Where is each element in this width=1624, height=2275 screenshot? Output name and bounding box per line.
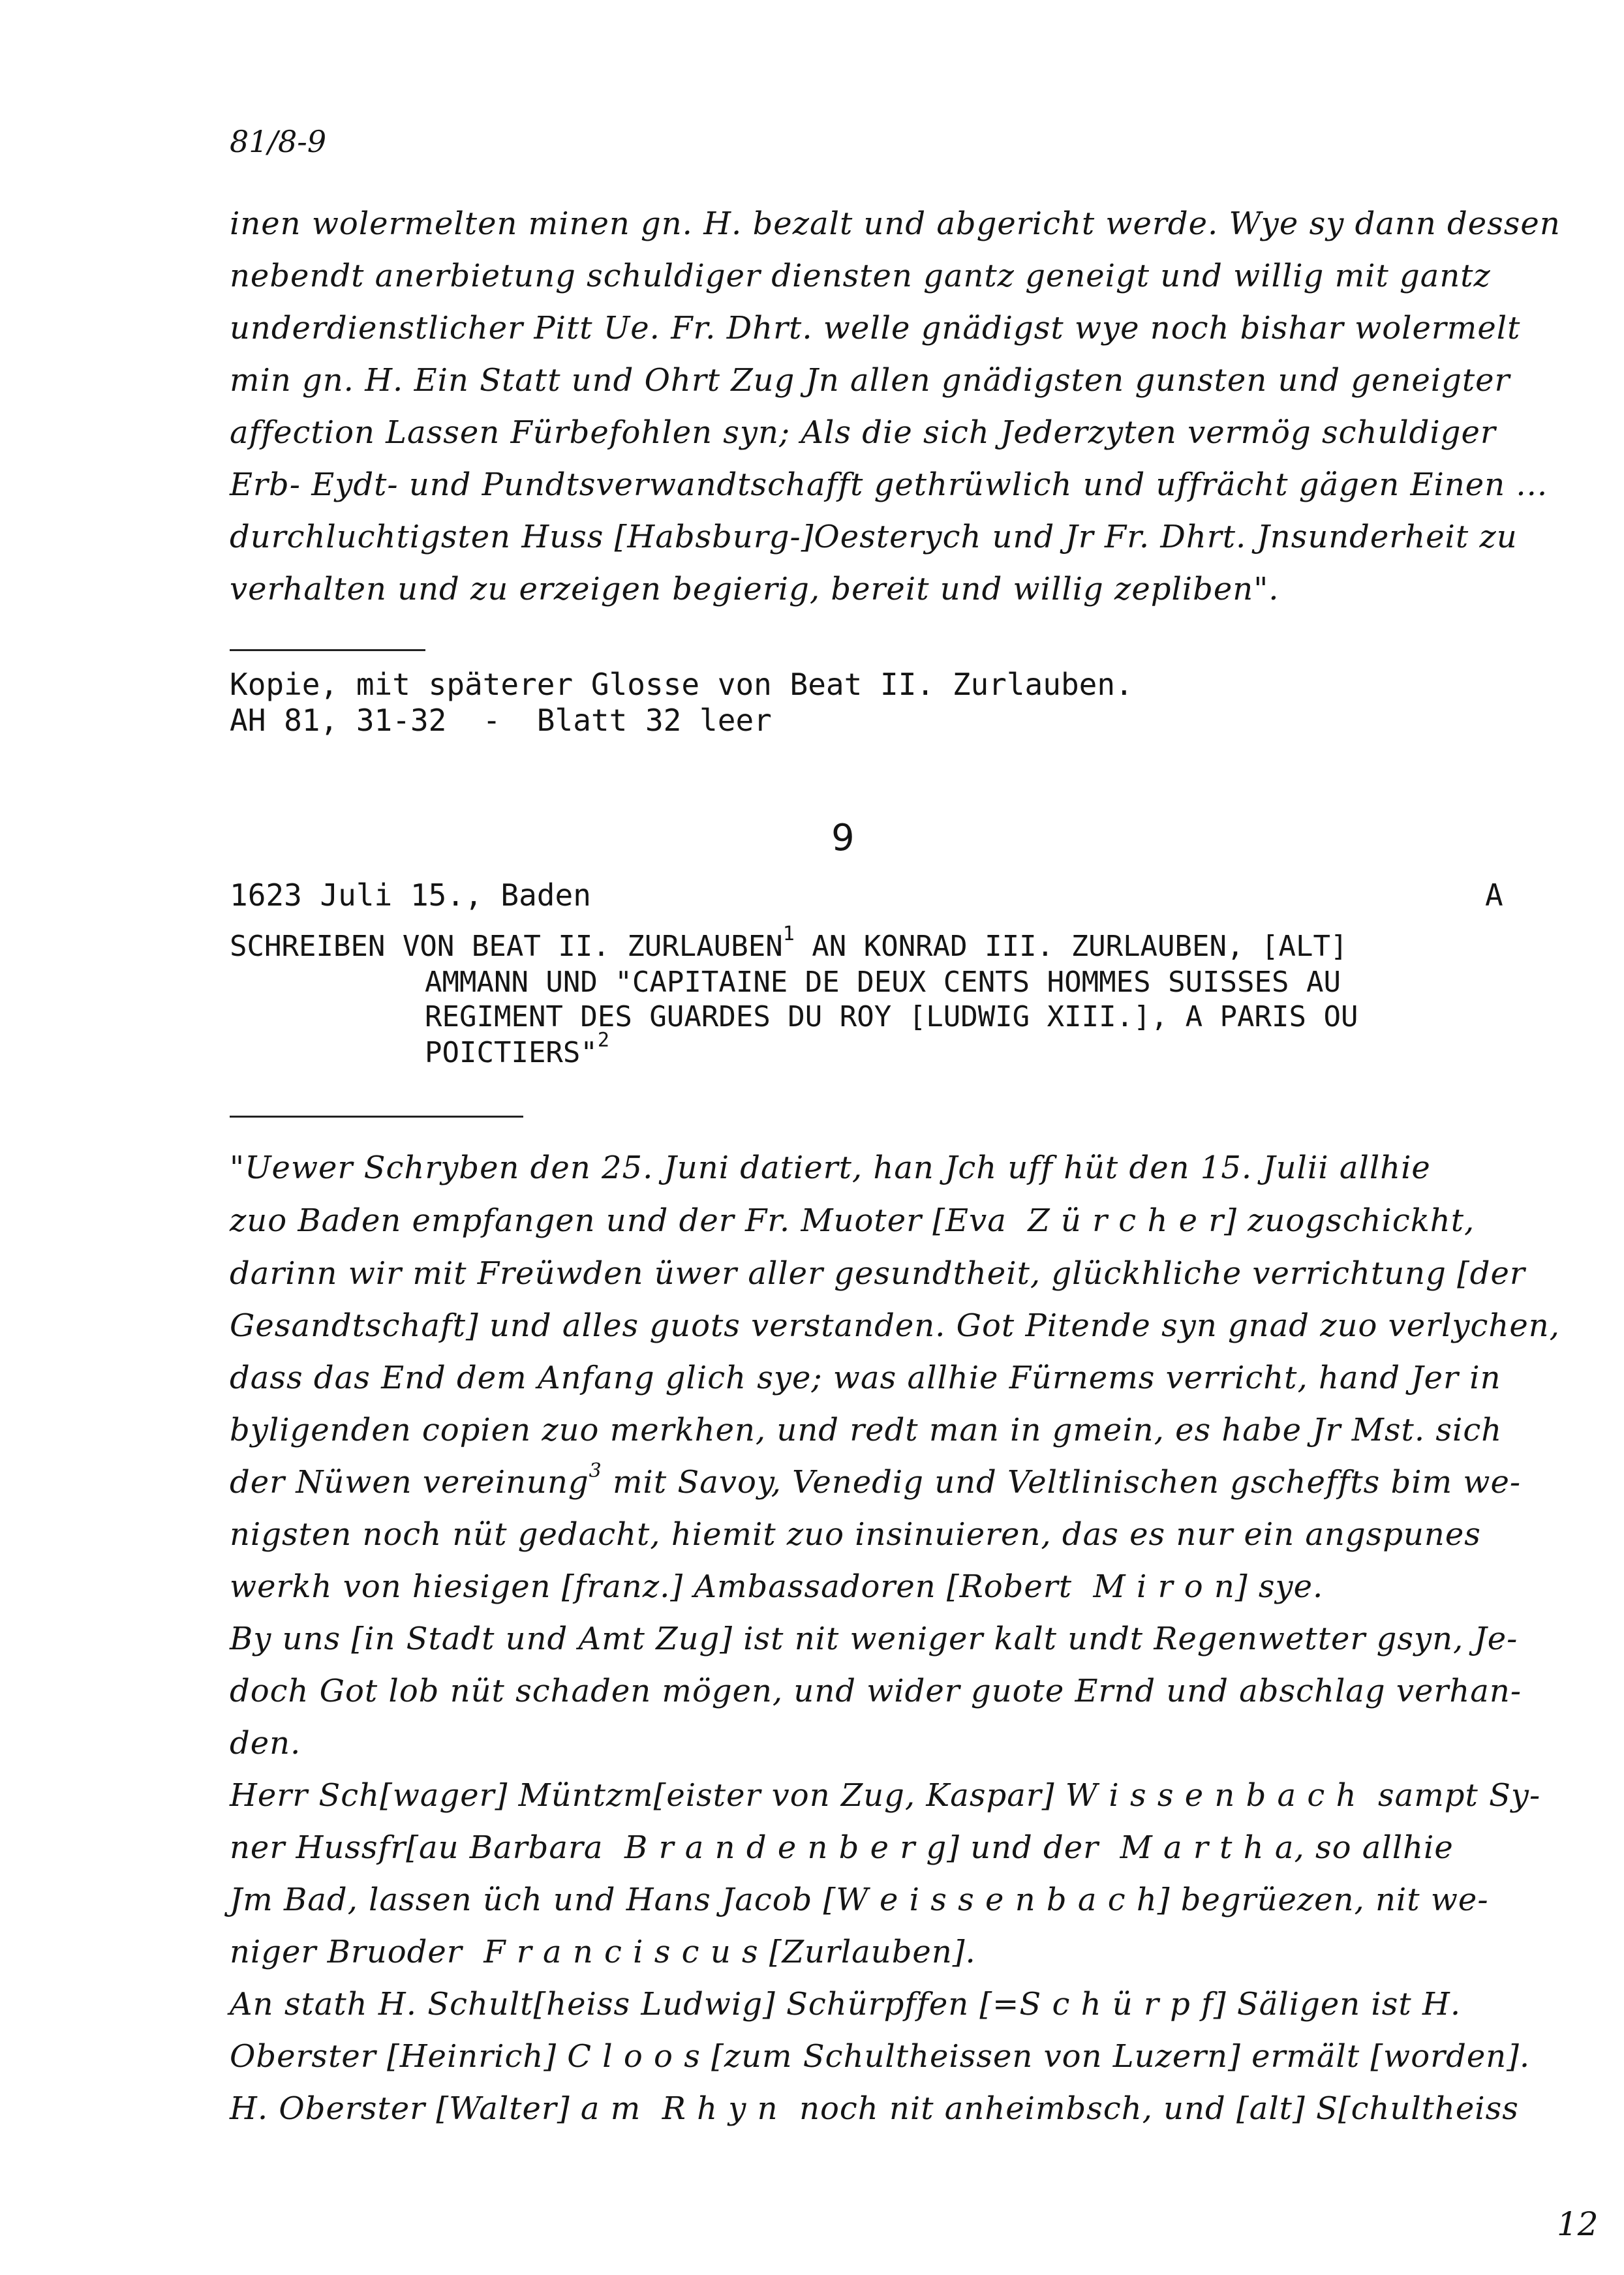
quote-line: affection Lassen Fürbefohlen syn; Als die sich Jederzyten vermög schuldiger (230, 414, 1496, 451)
document-number: 9 (831, 817, 855, 859)
heading-text: POICTIERS" (425, 1036, 598, 1069)
separator-rule (230, 649, 425, 651)
document-date-place: 1623 Juli 15., Baden (230, 878, 591, 913)
body-line: Oberster [Heinrich] C l o o s [zum Schultheissen von Luzern] ermält [worden]. (230, 2038, 1531, 2075)
document-type-marker: A (1485, 878, 1503, 913)
body-line: dass das End dem Anfang glich sye; was allhie Fürnems verricht, hand Jer in (230, 1360, 1501, 1396)
body-line: doch Got lob nüt schaden mögen, und wider guote Ernd und abschlag verhan- (230, 1673, 1522, 1709)
body-line: zuo Baden empfangen und der Fr. Muoter [Eva Z ü r c h e r] zuogschickht, (230, 1202, 1475, 1239)
body-line: werkh von hiesigen [franz.] Ambassadoren [Robert M i r o n] sye. (230, 1568, 1324, 1605)
heading-line (230, 923, 1348, 963)
quote-line: min gn. H. Ein Statt und Ohrt Zug Jn allen gnädigsten gunsten und geneigter (230, 362, 1510, 399)
heading-line: AMMANN UND "CAPITAINE DE DEUX CENTS HOMMES SUISSES AU (425, 966, 1341, 999)
body-line: H. Oberster [Walter] a m R h y n noch nit anheimbsch, und [alt] S[chultheiss (230, 2090, 1519, 2127)
footnote-marker: 3 (589, 1459, 602, 1482)
handwritten-page-mark: 12 (1557, 2205, 1599, 2243)
quote-line: verhalten und zu erzeigen begierig, bereit und willig zepliben". (230, 571, 1279, 607)
body-text: der Nüwen vereinung (230, 1464, 589, 1501)
body-line: ner Hussfr[au Barbara B r a n d e n b e r g] und der M a r t h a, so allhie (230, 1829, 1454, 1866)
body-line: den. (230, 1725, 301, 1762)
quote-line: inen wolermelten minen gn. H. bezalt und abgericht werde. Wye sy dann dessen (230, 206, 1561, 242)
quote-line: durchluchtigsten Huss [Habsburg-]Oesterych und Jr Fr. Dhrt. Jnsunderheit zu (230, 519, 1518, 555)
quote-line: nebendt anerbietung schuldiger diensten gantz geneigt und willig mit gantz (230, 258, 1491, 294)
body-line (230, 1459, 1522, 1501)
body-line: Herr Sch[wager] Müntzm[eister von Zug, Kaspar] W i s s e n b a c h sampt Sy- (230, 1777, 1541, 1814)
heading-text: AN KONRAD III. ZURLAUBEN, [ALT] (794, 930, 1348, 963)
quote-line: underdienstlicher Pitt Ue. Fr. Dhrt. welle gnädigst wye noch bishar wolermelt (230, 310, 1521, 346)
footnote-marker: 1 (782, 923, 795, 945)
heading-line (425, 1029, 609, 1069)
body-line: "Uewer Schryben den 25. Juni datiert, han Jch uff hüt den 15. Julii allhie (230, 1150, 1431, 1186)
body-line: An stath H. Schult[heiss Ludwig] Schürpffen [=S c h ü r p f] Säligen ist H. (230, 1986, 1462, 2023)
note-line: AH 81, 31-32 - Blatt 32 leer (230, 703, 772, 738)
separator-rule (230, 1116, 523, 1118)
heading-line: REGIMENT DES GUARDES DU ROY [LUDWIG XIII.], A PARIS OU (425, 1000, 1358, 1033)
body-line: Jm Bad, lassen üch und Hans Jacob [W e i s s e n b a c h] begrüezen, nit we- (230, 1882, 1489, 1918)
body-line: nigsten noch nüt gedacht, hiemit zuo insinuieren, das es nur ein angspunes (230, 1516, 1481, 1553)
footnote-marker: 2 (597, 1029, 609, 1052)
body-line: byligenden copien zuo merkhen, und redt man in gmein, es habe Jr Mst. sich (230, 1412, 1503, 1448)
heading-text: SCHREIBEN VON BEAT II. ZURLAUBEN (230, 930, 783, 963)
page-reference: 81/8-9 (230, 124, 327, 159)
body-text: mit Savoy, Venedig und Veltlinischen gscheffts bim we- (602, 1464, 1522, 1501)
body-line: By uns [in Stadt und Amt Zug] ist nit weniger kalt undt Regenwetter gsyn, Je- (230, 1621, 1518, 1657)
body-line: Gesandtschaft] und alles guots verstanden. Got Pitende syn gnad zuo verlychen, (230, 1307, 1560, 1344)
note-line: Kopie, mit späterer Glosse von Beat II. Zurlauben. (230, 667, 1133, 702)
body-line: niger Bruoder F r a n c i s c u s [Zurlauben]. (230, 1934, 976, 1970)
body-line: darinn wir mit Freüwden üwer aller gesundtheit, glückhliche verrichtung [der (230, 1255, 1525, 1292)
quote-line: Erb- Eydt- und Pundtsverwandtschafft gethrüwlich und uffrächt gägen Einen ... (230, 466, 1548, 503)
